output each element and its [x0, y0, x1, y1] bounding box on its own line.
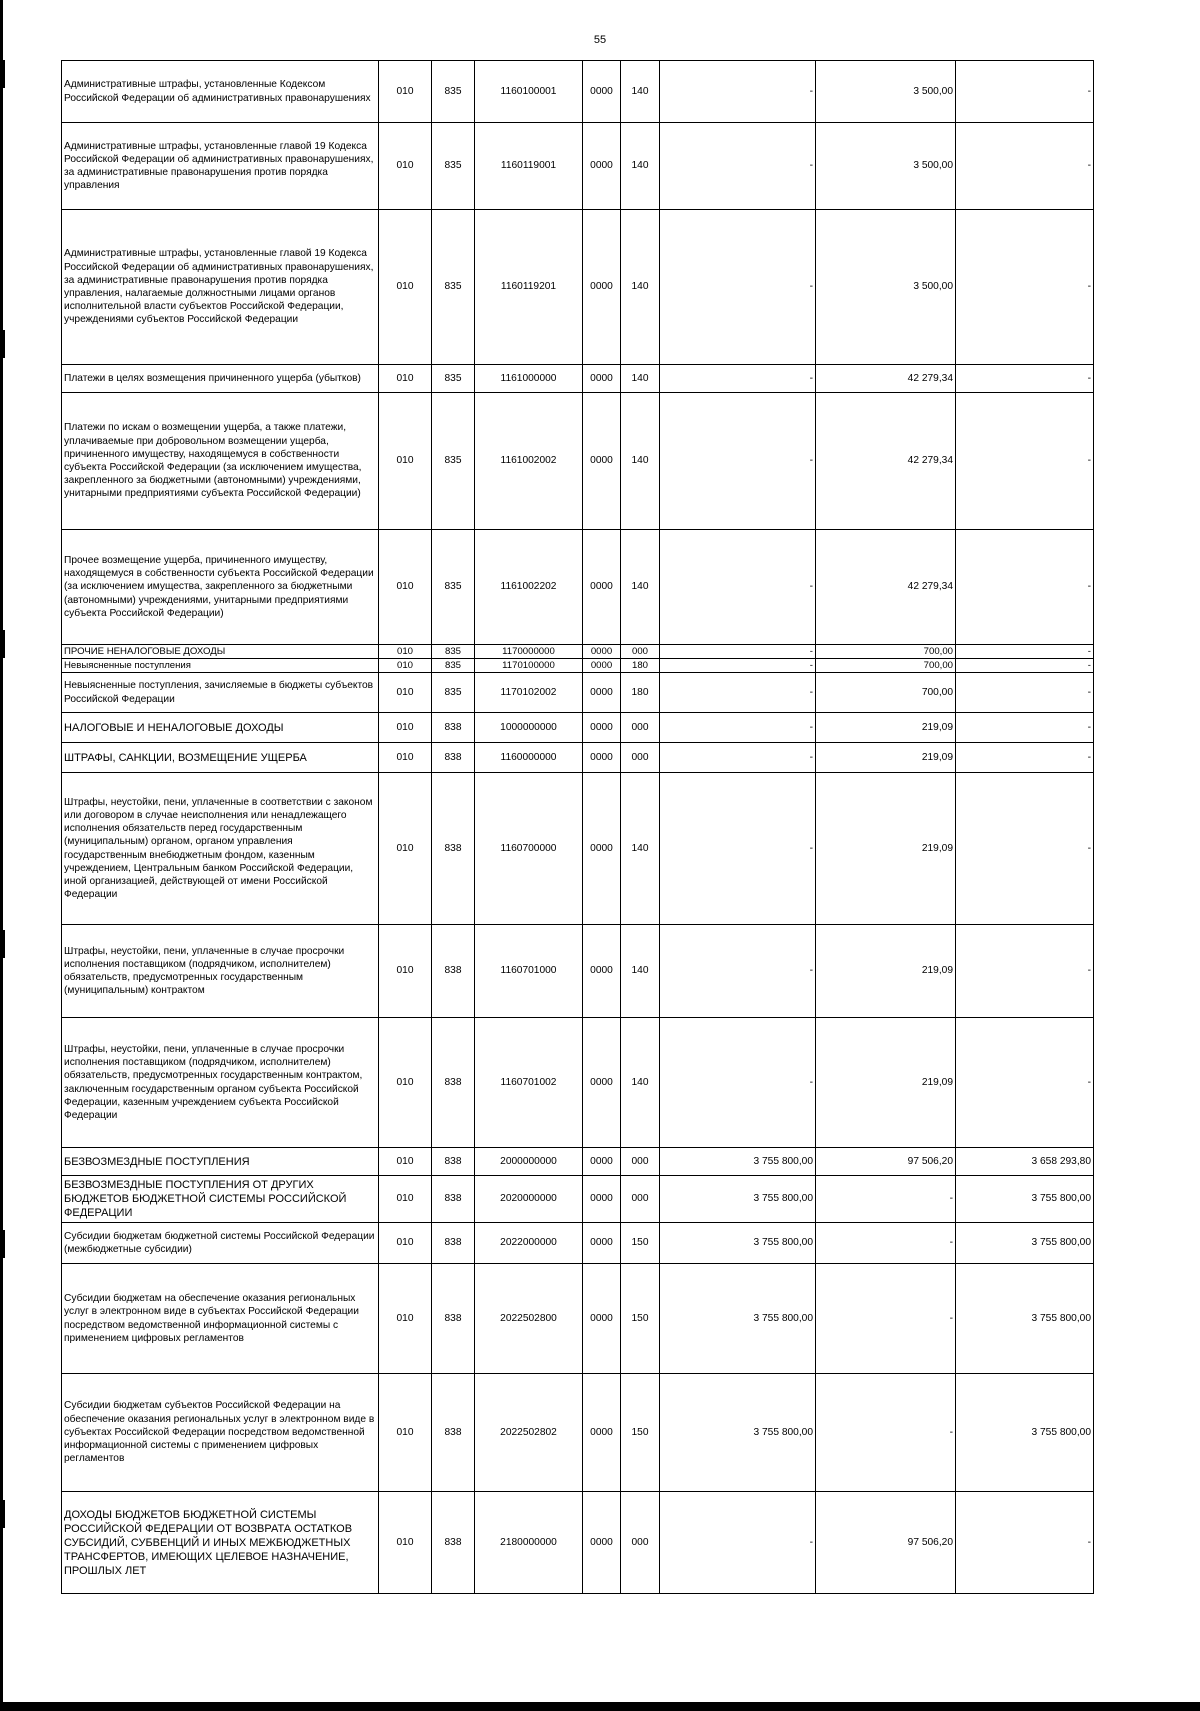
row-name-cell: Штрафы, неустойки, пени, уплаченные в случае просрочки исполнения поставщиком (подрядчиком, исполнителем) обязательств, предусмотренных государственным контрактом, заключенным государственным органом субъекта Российской Федерации, казенным учреждением субъекта Российской Федерации [62, 1018, 379, 1148]
approved-amount-cell: - [660, 393, 816, 530]
unexecuted-amount-cell: - [956, 659, 1094, 673]
approved-amount-cell: - [660, 1018, 816, 1148]
unexecuted-amount-cell: - [956, 210, 1094, 365]
kosgu-code-cell: 140 [621, 925, 660, 1018]
row-name-cell: Штрафы, неустойки, пени, уплаченные в случае просрочки исполнения поставщиком (подрядчиком, исполнителем) обязательств, предусмотренных государственным (муниципальным) контрактом [62, 925, 379, 1018]
unexecuted-amount-cell: - [956, 1018, 1094, 1148]
unexecuted-amount-cell: 3 755 800,00 [956, 1176, 1094, 1223]
kosgu-code-cell: 140 [621, 773, 660, 925]
classification-code-cell: 1170102002 [475, 673, 583, 713]
approved-amount-cell: - [660, 61, 816, 123]
approved-amount-cell: - [660, 1492, 816, 1594]
unexecuted-amount-cell: - [956, 773, 1094, 925]
revenue-table [61, 60, 1094, 1594]
kosgu-code-cell: 180 [621, 659, 660, 673]
classification-code-cell: 1160000000 [475, 743, 583, 773]
unexecuted-amount-cell: 3 755 800,00 [956, 1223, 1094, 1264]
classification-code-cell: 1160700000 [475, 773, 583, 925]
classification-code-cell: 2022502802 [475, 1374, 583, 1492]
subtype-code-cell: 0000 [583, 530, 621, 645]
subtype-code-cell: 0000 [583, 1374, 621, 1492]
executed-amount-cell: 97 506,20 [816, 1492, 956, 1594]
admin-code-cell: 835 [432, 645, 475, 659]
kosgu-code-cell: 140 [621, 61, 660, 123]
table-row [62, 1264, 1094, 1374]
row-name-cell: Административные штрафы, установленные главой 19 Кодекса Российской Федерации об административных правонарушениях, за административные правонарушения против порядка управления, налагаемые должностными лицами органов исполнительной власти субъектов Российской Федерации, учреждениями субъектов Российской Федерации [62, 210, 379, 365]
executed-amount-cell: 3 500,00 [816, 123, 956, 210]
table-body [62, 61, 1094, 1594]
subtype-code-cell: 0000 [583, 1492, 621, 1594]
code-cell-010: 010 [379, 1264, 432, 1374]
unexecuted-amount-cell: 3 658 293,80 [956, 1148, 1094, 1176]
row-name-cell: Прочее возмещение ущерба, причиненного имуществу, находящемуся в собственности субъекта Российской Федерации (за исключением имущества, закрепленного за бюджетными (автономными) учреждениями, унитарными предприятиями субъекта Российской Федерации) [62, 530, 379, 645]
row-name-cell: Платежи по искам о возмещении ущерба, а также платежи, уплачиваемые при добровольном возмещении ущерба, причиненного имуществу, находящемуся в собственности субъекта Российской Федерации (за исключением имущества, закрепленного за бюджетными (автономными) учреждениями, унитарными предприятиями субъекта Российской Федерации) [62, 393, 379, 530]
subtype-code-cell: 0000 [583, 743, 621, 773]
kosgu-code-cell: 000 [621, 1176, 660, 1223]
unexecuted-amount-cell: 3 755 800,00 [956, 1264, 1094, 1374]
admin-code-cell: 838 [432, 1492, 475, 1594]
classification-code-cell: 1160100001 [475, 61, 583, 123]
subtype-code-cell: 0000 [583, 123, 621, 210]
executed-amount-cell: - [816, 1223, 956, 1264]
executed-amount-cell: 219,09 [816, 925, 956, 1018]
row-name-cell: Субсидии бюджетам на обеспечение оказания региональных услуг в электронном виде в субъектах Российской Федерации посредством ведомственной информационной системы с применением цифровых регламентов [62, 1264, 379, 1374]
executed-amount-cell: 3 500,00 [816, 210, 956, 365]
table-row [62, 1176, 1094, 1223]
admin-code-cell: 835 [432, 365, 475, 393]
kosgu-code-cell: 140 [621, 365, 660, 393]
approved-amount-cell: - [660, 925, 816, 1018]
unexecuted-amount-cell: - [956, 365, 1094, 393]
subtype-code-cell: 0000 [583, 1176, 621, 1223]
code-cell-010: 010 [379, 1374, 432, 1492]
code-cell-010: 010 [379, 1018, 432, 1148]
subtype-code-cell: 0000 [583, 713, 621, 743]
scan-border-bottom [0, 1702, 1200, 1711]
table-row [62, 1374, 1094, 1492]
classification-code-cell: 1160701002 [475, 1018, 583, 1148]
approved-amount-cell: - [660, 743, 816, 773]
table-row [62, 713, 1094, 743]
unexecuted-amount-cell: - [956, 530, 1094, 645]
code-cell-010: 010 [379, 773, 432, 925]
scan-mark [3, 330, 5, 358]
code-cell-010: 010 [379, 61, 432, 123]
subtype-code-cell: 0000 [583, 393, 621, 530]
code-cell-010: 010 [379, 530, 432, 645]
admin-code-cell: 835 [432, 673, 475, 713]
approved-amount-cell: - [660, 210, 816, 365]
approved-amount-cell: - [660, 659, 816, 673]
code-cell-010: 010 [379, 123, 432, 210]
executed-amount-cell: 42 279,34 [816, 393, 956, 530]
code-cell-010: 010 [379, 713, 432, 743]
row-name-cell: ПРОЧИЕ НЕНАЛОГОВЫЕ ДОХОДЫ [62, 645, 379, 659]
unexecuted-amount-cell: - [956, 123, 1094, 210]
page-number: 55 [593, 34, 607, 46]
table-row [62, 1018, 1094, 1148]
subtype-code-cell: 0000 [583, 1264, 621, 1374]
row-name-cell: ШТРАФЫ, САНКЦИИ, ВОЗМЕЩЕНИЕ УЩЕРБА [62, 743, 379, 773]
admin-code-cell: 838 [432, 713, 475, 743]
table-row [62, 1148, 1094, 1176]
subtype-code-cell: 0000 [583, 210, 621, 365]
executed-amount-cell: 700,00 [816, 645, 956, 659]
subtype-code-cell: 0000 [583, 365, 621, 393]
classification-code-cell: 2180000000 [475, 1492, 583, 1594]
subtype-code-cell: 0000 [583, 925, 621, 1018]
executed-amount-cell: - [816, 1176, 956, 1223]
classification-code-cell: 1000000000 [475, 713, 583, 743]
table-row [62, 365, 1094, 393]
admin-code-cell: 835 [432, 61, 475, 123]
subtype-code-cell: 0000 [583, 1018, 621, 1148]
classification-code-cell: 2020000000 [475, 1176, 583, 1223]
kosgu-code-cell: 140 [621, 1018, 660, 1148]
classification-code-cell: 1160701000 [475, 925, 583, 1018]
kosgu-code-cell: 000 [621, 713, 660, 743]
kosgu-code-cell: 000 [621, 1148, 660, 1176]
classification-code-cell: 2022000000 [475, 1223, 583, 1264]
approved-amount-cell: - [660, 713, 816, 743]
kosgu-code-cell: 000 [621, 645, 660, 659]
approved-amount-cell: - [660, 673, 816, 713]
table-row [62, 210, 1094, 365]
table-row [62, 61, 1094, 123]
code-cell-010: 010 [379, 925, 432, 1018]
classification-code-cell: 1170000000 [475, 645, 583, 659]
table-row [62, 659, 1094, 673]
code-cell-010: 010 [379, 1176, 432, 1223]
scan-border-left [0, 0, 3, 1711]
scan-mark [3, 630, 5, 658]
kosgu-code-cell: 140 [621, 123, 660, 210]
table-row [62, 773, 1094, 925]
executed-amount-cell: 42 279,34 [816, 530, 956, 645]
subtype-code-cell: 0000 [583, 673, 621, 713]
unexecuted-amount-cell: 3 755 800,00 [956, 1374, 1094, 1492]
row-name-cell: НАЛОГОВЫЕ И НЕНАЛОГОВЫЕ ДОХОДЫ [62, 713, 379, 743]
code-cell-010: 010 [379, 365, 432, 393]
code-cell-010: 010 [379, 743, 432, 773]
row-name-cell: Платежи в целях возмещения причиненного ущерба (убытков) [62, 365, 379, 393]
admin-code-cell: 838 [432, 1176, 475, 1223]
table-row [62, 925, 1094, 1018]
kosgu-code-cell: 150 [621, 1264, 660, 1374]
kosgu-code-cell: 140 [621, 393, 660, 530]
row-name-cell: Административные штрафы, установленные главой 19 Кодекса Российской Федерации об административных правонарушениях, за административные правонарушения против порядка управления [62, 123, 379, 210]
subtype-code-cell: 0000 [583, 773, 621, 925]
subtype-code-cell: 0000 [583, 659, 621, 673]
approved-amount-cell: 3 755 800,00 [660, 1264, 816, 1374]
admin-code-cell: 838 [432, 1264, 475, 1374]
executed-amount-cell: - [816, 1374, 956, 1492]
executed-amount-cell: - [816, 1264, 956, 1374]
table-row [62, 743, 1094, 773]
row-name-cell: Субсидии бюджетам субъектов Российской Федерации на обеспечение оказания региональных услуг в электронном виде в субъектах Российской Федерации посредством ведомственной информационной системы с применением цифровых регламентов [62, 1374, 379, 1492]
table-row [62, 123, 1094, 210]
table-row [62, 645, 1094, 659]
classification-code-cell: 1160119201 [475, 210, 583, 365]
kosgu-code-cell: 180 [621, 673, 660, 713]
executed-amount-cell: 219,09 [816, 1018, 956, 1148]
row-name-cell: Невыясненные поступления, зачисляемые в бюджеты субъектов Российской Федерации [62, 673, 379, 713]
code-cell-010: 010 [379, 210, 432, 365]
unexecuted-amount-cell: - [956, 645, 1094, 659]
executed-amount-cell: 219,09 [816, 713, 956, 743]
row-name-cell: Субсидии бюджетам бюджетной системы Российской Федерации (межбюджетные субсидии) [62, 1223, 379, 1264]
kosgu-code-cell: 150 [621, 1223, 660, 1264]
approved-amount-cell: - [660, 645, 816, 659]
classification-code-cell: 1170100000 [475, 659, 583, 673]
unexecuted-amount-cell: - [956, 925, 1094, 1018]
admin-code-cell: 838 [432, 1223, 475, 1264]
approved-amount-cell: 3 755 800,00 [660, 1176, 816, 1223]
admin-code-cell: 835 [432, 530, 475, 645]
kosgu-code-cell: 140 [621, 530, 660, 645]
kosgu-code-cell: 000 [621, 1492, 660, 1594]
admin-code-cell: 835 [432, 210, 475, 365]
code-cell-010: 010 [379, 659, 432, 673]
executed-amount-cell: 700,00 [816, 673, 956, 713]
admin-code-cell: 838 [432, 925, 475, 1018]
table-row [62, 530, 1094, 645]
subtype-code-cell: 0000 [583, 61, 621, 123]
row-name-cell: Административные штрафы, установленные Кодексом Российской Федерации об административных правонарушениях [62, 61, 379, 123]
unexecuted-amount-cell: - [956, 713, 1094, 743]
subtype-code-cell: 0000 [583, 1148, 621, 1176]
scan-mark [3, 60, 5, 88]
code-cell-010: 010 [379, 1148, 432, 1176]
subtype-code-cell: 0000 [583, 1223, 621, 1264]
kosgu-code-cell: 150 [621, 1374, 660, 1492]
row-name-cell: ДОХОДЫ БЮДЖЕТОВ БЮДЖЕТНОЙ СИСТЕМЫ РОССИЙСКОЙ ФЕДЕРАЦИИ ОТ ВОЗВРАТА ОСТАТКОВ СУБСИДИЙ, СУБВЕНЦИЙ И ИНЫХ МЕЖБЮДЖЕТНЫХ ТРАНСФЕРТОВ, ИМЕЮЩИХ ЦЕЛЕВОЕ НАЗНАЧЕНИЕ, ПРОШЛЫХ ЛЕТ [62, 1492, 379, 1594]
row-name-cell: БЕЗВОЗМЕЗДНЫЕ ПОСТУПЛЕНИЯ [62, 1148, 379, 1176]
classification-code-cell: 2022502800 [475, 1264, 583, 1374]
approved-amount-cell: - [660, 773, 816, 925]
unexecuted-amount-cell: - [956, 393, 1094, 530]
approved-amount-cell: 3 755 800,00 [660, 1148, 816, 1176]
unexecuted-amount-cell: - [956, 673, 1094, 713]
admin-code-cell: 838 [432, 1374, 475, 1492]
approved-amount-cell: - [660, 365, 816, 393]
code-cell-010: 010 [379, 673, 432, 713]
unexecuted-amount-cell: - [956, 1492, 1094, 1594]
row-name-cell: БЕЗВОЗМЕЗДНЫЕ ПОСТУПЛЕНИЯ ОТ ДРУГИХ БЮДЖЕТОВ БЮДЖЕТНОЙ СИСТЕМЫ РОССИЙСКОЙ ФЕДЕРАЦИИ [62, 1176, 379, 1223]
kosgu-code-cell: 000 [621, 743, 660, 773]
scan-mark [3, 1500, 5, 1528]
code-cell-010: 010 [379, 393, 432, 530]
row-name-cell: Штрафы, неустойки, пени, уплаченные в соответствии с законом или договором в случае неисполнения или ненадлежащего исполнения обязательств перед государственным (муниципальным) органом, органом управления государственным внебюджетным фондом, казенным учреждением, Центральным банком Российской Федерации, иной организацией, действующей от имени Российской Федерации [62, 773, 379, 925]
scan-mark [3, 930, 5, 958]
table-row [62, 393, 1094, 530]
table-row [62, 1492, 1094, 1594]
approved-amount-cell: - [660, 530, 816, 645]
classification-code-cell: 1160119001 [475, 123, 583, 210]
code-cell-010: 010 [379, 1492, 432, 1594]
admin-code-cell: 838 [432, 1018, 475, 1148]
unexecuted-amount-cell: - [956, 61, 1094, 123]
classification-code-cell: 1161002202 [475, 530, 583, 645]
executed-amount-cell: 219,09 [816, 743, 956, 773]
scan-mark [3, 1230, 5, 1258]
approved-amount-cell: 3 755 800,00 [660, 1374, 816, 1492]
approved-amount-cell: 3 755 800,00 [660, 1223, 816, 1264]
code-cell-010: 010 [379, 645, 432, 659]
executed-amount-cell: 3 500,00 [816, 61, 956, 123]
admin-code-cell: 838 [432, 773, 475, 925]
executed-amount-cell: 219,09 [816, 773, 956, 925]
table-row [62, 673, 1094, 713]
row-name-cell: Невыясненные поступления [62, 659, 379, 673]
classification-code-cell: 1161002002 [475, 393, 583, 530]
unexecuted-amount-cell: - [956, 743, 1094, 773]
approved-amount-cell: - [660, 123, 816, 210]
admin-code-cell: 835 [432, 123, 475, 210]
admin-code-cell: 835 [432, 393, 475, 530]
executed-amount-cell: 42 279,34 [816, 365, 956, 393]
executed-amount-cell: 97 506,20 [816, 1148, 956, 1176]
executed-amount-cell: 700,00 [816, 659, 956, 673]
kosgu-code-cell: 140 [621, 210, 660, 365]
admin-code-cell: 838 [432, 1148, 475, 1176]
admin-code-cell: 838 [432, 743, 475, 773]
code-cell-010: 010 [379, 1223, 432, 1264]
classification-code-cell: 2000000000 [475, 1148, 583, 1176]
classification-code-cell: 1161000000 [475, 365, 583, 393]
subtype-code-cell: 0000 [583, 645, 621, 659]
admin-code-cell: 835 [432, 659, 475, 673]
table-row [62, 1223, 1094, 1264]
